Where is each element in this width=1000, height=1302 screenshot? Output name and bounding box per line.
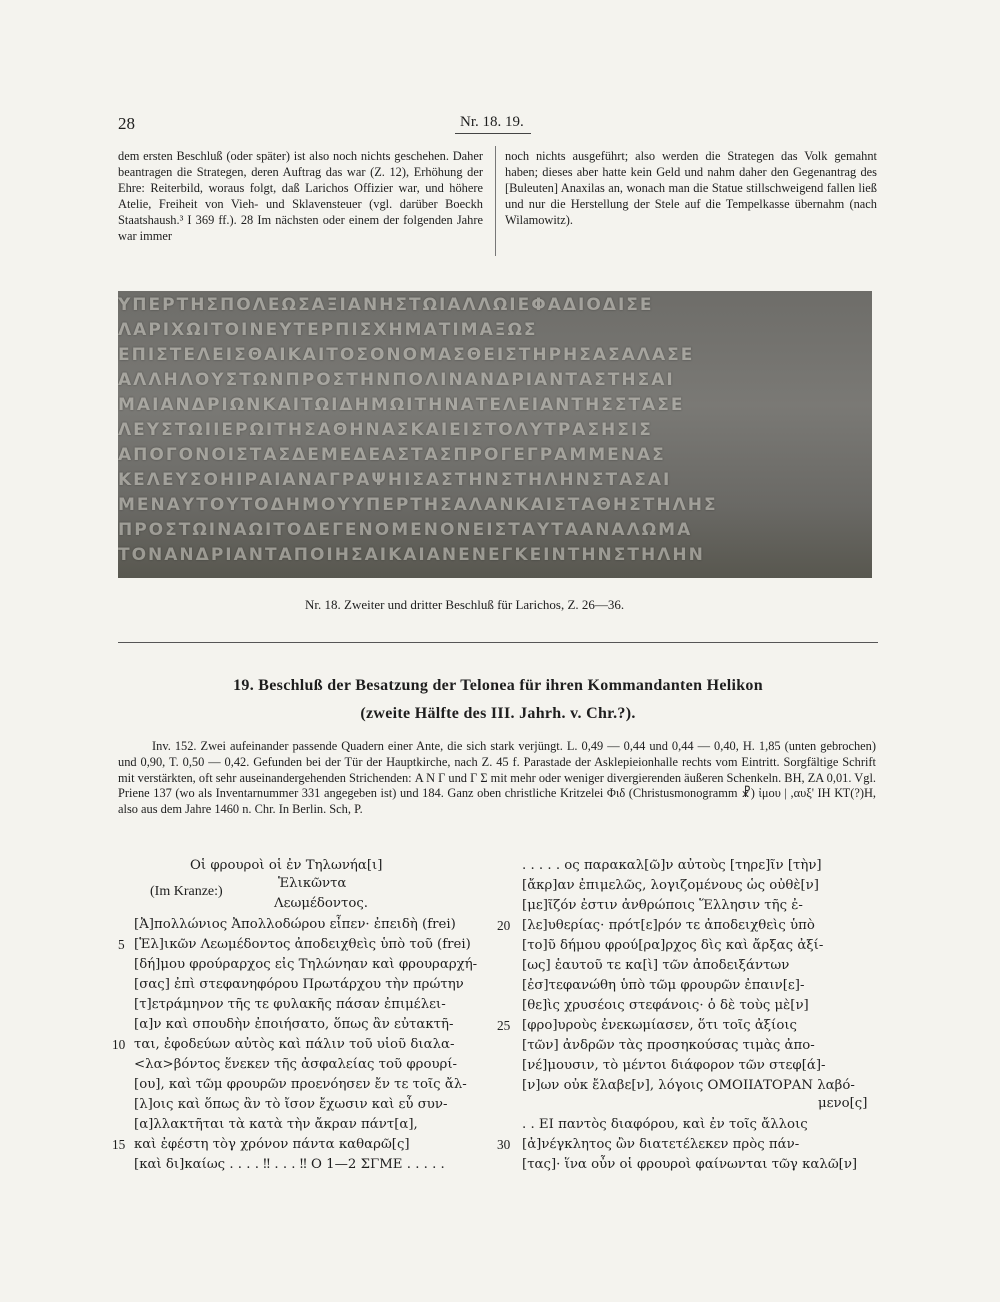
greek-line: [με]ῖζόν ἐστιν ἀνθρώποις Ἕλλησιν τῆς ἐ- — [522, 898, 803, 913]
greek-line: [νέ]μουσιν, τὸ μέντοι διάφορον τῶν στεφ[ά]- — [522, 1058, 826, 1073]
greek-line: [λ]οις καὶ ὅπως ἂν τὸ ἴσον ἔχωσιν καὶ εὖ συν- — [134, 1097, 448, 1112]
greek-line: καὶ ἐφέστη τὸγ χρόνον πάντα καθαρῶ[ς] — [134, 1137, 410, 1152]
column-rule — [495, 146, 496, 256]
photo-line: ΛΕΥΣΤΩΙΙΕΡΩΙΤΗΣΑΘΗΝΑΣΚΑΙΕΙΣΤΟΛΥΤΡΑΣΗΣΙΣ — [118, 420, 653, 440]
line-number: 10 — [112, 1037, 126, 1052]
running-head: Nr. 18. 19. — [460, 114, 524, 130]
greek-heading: Οἱ φρουροὶ οἱ ἐν Τηλωνήα[ι] — [190, 858, 383, 873]
intro-left-text: dem ersten Beschluß (oder später) ist also noch nichts geschehen. Daher beantragen die Strategen, deren Auftrag das war (Z. 12), Erhöhung der Ehre: Reiterbild, woraus folgt, daß Larichos Offizier war, und höhere Atelie, Freiheit von Vieh- und Sklavensteuer (vgl. darüber Boeckh Staatshaush.³ I 369 ff.). 28 Im nächsten oder einem der folgenden Jahre war immer — [118, 149, 483, 243]
greek-line: [ἐσ]τεφανώθη ὑπὸ τῶμ φρουρῶν ἐπαιν[ε]- — [522, 978, 805, 993]
intro-right-column — [505, 148, 877, 228]
page-number: 28 — [118, 114, 135, 133]
photo-line: ΑΠΟΓΟΝΟΙΣΤΑΣΔΕΜΕΔΕΑΣΤΑΣΠΡΟΓΕΓΡΑΜΜΕΝΑΣ — [118, 445, 666, 465]
photo-line: ΛΑΡΙΧΩΙΤΟΙΝΕΥΤΕΡΠΙΣΧΗΜΑΤΙΜΑΞΩΣ — [118, 320, 538, 340]
kranz-label: (Im Kranze:) — [150, 884, 223, 899]
greek-line: [Ἑλ]ικῶν Λεωμέδοντος ἀποδειχθεὶς ὑπὸ τοῦ (frei) — [134, 937, 471, 952]
greek-line: [ἄκρ]αν ἐπιμελῶς, λογιζομένους ὡς οὐθὲ[ν] — [522, 878, 819, 893]
greek-line: [σας] ἐπὶ στεφανηφόρου Πρωτάρχου τὴν πρώτην — [134, 977, 464, 992]
photo-line: ΠΡΟΣΤΩΙΝΑΩΙΤΟΔΕΓΕΝΟΜΕΝΟΝΕΙΣΤΑΥΤΑΑΝΑΛΩΜΑ — [118, 520, 693, 540]
greek-line: [ως] ἑαυτοῦ τε κα[ὶ] τῶν ἀποδειξάντων — [522, 958, 790, 973]
photo-line: ΑΛΛΗΛΟΥΣΤΩΝΠΡΟΣΤΗΝΠΟΛΙΝΑΝΔΡΙΑΝΤΑΣΤΗΣΑΙ — [118, 370, 675, 390]
greek-line: [Ἀ]πολλώνιος Ἀπολλοδώρου εἶπεν· ἐπειδὴ (frei) — [134, 917, 456, 932]
kranz-line-2: Λεωμέδοντος. — [274, 896, 368, 911]
greek-line: . . ΕΙ παντὸς διαφόρου, καὶ ἐν τοῖς ἄλλοις — [522, 1117, 808, 1132]
greek-line: [α]ν καὶ σπουδὴν ἐποιήσατο, ὅπως ἂν εὐτακτῆ- — [134, 1017, 454, 1032]
line-number: 5 — [118, 937, 125, 952]
section-subtitle: (zweite Hälfte des III. Jahrh. v. Chr.?). — [360, 705, 636, 722]
section-description — [118, 739, 876, 818]
greek-line: [τῶν] ἀνδρῶν τὰς προσηκούσας τιμὰς ἀπο- — [522, 1038, 815, 1053]
greek-line: μενο[ς] — [818, 1096, 868, 1111]
greek-line: [φρο]υροὺς ἐνεκωμίασεν, ὅτι τοῖς ἀξίοις — [522, 1018, 798, 1033]
intro-right-text: noch nichts ausgeführt; also werden die Strategen das Volk gemahnt haben; dieses aber hatte kein Geld und nahm daher den Gegenantrag des [Buleuten] Anaxilas an, wonach man die Statue stillschweigend fallen ließ und nur die Herstellung der Stele auf die Tempelkasse übernahm (nach Wilamowitz). — [505, 149, 877, 227]
header-rule — [455, 133, 531, 134]
line-number: 30 — [497, 1137, 511, 1152]
greek-line: [τ]ετράμηνον τῆς τε φυλακῆς πάσαν ἐπιμέλει- — [134, 997, 446, 1012]
greek-line: [α]λλακτῆται τὰ κατὰ τὴν ἄκραν πάντ[α], — [134, 1117, 418, 1132]
line-number: 25 — [497, 1018, 511, 1033]
description-text: Inv. 152. Zwei aufeinander passende Quadern einer Ante, die sich stark verjüngt. L. 0,49 — 0,44 und 0,44 — 0,40, H. 1,85 (unten gebrochen) und 0,90, T. 0,50 — 0,42. Gefunden bei der Tür der Hauptkirche, nach Z. 45 f. Parastade der Asklepieionhalle rechts vom Eintritt. Sorgfältige Schrift mit verstärkten, oft sehr auseinandergehenden Strichenden: Α Ν Γ und Γ Σ mit mehr oder weniger divergierenden äußeren Schenkeln. BH, ZA 0,01. Vgl. Priene 137 (wo als Inventarnummer 331 angegeben ist) und 184. Ganz oben christliche Kritzelei Φιδ (Christusmonogramm ☧) ἰμου | ,αυξ' ΙΗ ΚΤ(?)Η, also aus dem Jahre 1460 n. Chr. In Berlin. Sch, P. — [118, 739, 876, 817]
photo-line: ΥΠΕΡΤΗΣΠΟΛΕΩΣΑΞΙΑΝΗΣΤΩΙΑΛΛΩΙΕΦΑΔΙΟΔΙΣΕ — [118, 295, 654, 315]
greek-line: ται, ἐφοδεύων αὐτὸς καὶ πάλιν τοῦ υἱοῦ διαλα- — [134, 1037, 455, 1052]
photo-line: ΜΕΝΑΥΤΟΥΤΟΔΗΜΟΥΥΠΕΡΤΗΣΑΛΑΝΚΑΙΣΤΑΘΗΣΤΗΛΗΣ — [118, 495, 718, 515]
inscription-photo — [118, 291, 872, 578]
section-title: 19. Beschluß der Besatzung der Telonea für ihren Kommandanten Helikon — [233, 677, 763, 694]
line-number: 15 — [112, 1137, 126, 1152]
greek-line: [δή]μου φρούραρχος εἰς Τηλώνηαν καὶ φρουραρχή- — [134, 957, 478, 972]
photo-line: ΤΟΝΑΝΔΡΙΑΝΤΑΠΟΙΗΣΑΙΚΑΙΑΝΕΝΕΓΚΕΙΝΤΗΝΣΤΗΛΗΝ — [118, 545, 705, 565]
photo-line: ΜΑΙΑΝΔΡΙΩΝΚΑΙΤΩΙΔΗΜΩΙΤΗΝΑΤΕΛΕΙΑΝΤΗΣΣΤΑΣΕ — [118, 395, 685, 415]
intro-left-column — [118, 148, 483, 244]
greek-line: [το]ῦ δήμου φρού[ρα]ρχος δὶς καὶ ἄρξας ἀξί- — [522, 938, 824, 953]
photo-line: ΕΠΙΣΤΕΛΕΙΣΘΑΙΚΑΙΤΟΣΟΝΟΜΑΣΘΕΙΣΤΗΡΗΣΑΣΑΛΑΣΕ — [118, 345, 695, 365]
greek-line: . . . . . ος παρακαλ[ῶ]ν αὐτοὺς [τηρε]ῖν [τὴν] — [522, 858, 822, 873]
greek-line: <λα>βόντος ἕνεκεν τῆς ἀσφαλείας τοῦ φρουρί- — [134, 1057, 458, 1072]
line-number: 20 — [497, 918, 511, 933]
greek-line: [ν]ων οὐκ ἔλαβε[ν], λόγοις ΟΜΟΙΙΑΤΟΡΑΝ λαβό- — [522, 1078, 855, 1093]
greek-line: [καὶ δι]καίως . . . . ‼ . . . ‼ Ο 1—2 ΣΓΜΕ . . . . . — [134, 1157, 445, 1172]
kranz-line-1: Ἑλικῶντα — [278, 876, 347, 891]
greek-line: [ου], καὶ τῶμ φρουρῶν προενόησεν ἔν τε τοῖς ἄλ- — [134, 1077, 467, 1092]
greek-line: [τας]· ἵνα οὖν οἱ φρουροὶ φαίνωνται τῶγ καλῶ[ν] — [522, 1157, 858, 1172]
figure-caption: Nr. 18. Zweiter und dritter Beschluß für Larichos, Z. 26—36. — [305, 597, 625, 612]
greek-line: [θε]ὶς χρυσέοις στεφάνοις· ὁ δὲ τοὺς μὲ[ν] — [522, 998, 809, 1013]
greek-line: [ἀ]νέγκλητος ὢν διατετέλεκεν πρὸς πάν- — [522, 1137, 800, 1152]
section-separator — [118, 642, 878, 643]
photo-line: ΚΕΛΕΥΣΟΗΙΡΑΙΑΝΑΓΡΑΨΗΙΣΑΣΤΗΝΣΤΗΛΗΝΣΤΑΣΑΙ — [118, 470, 672, 490]
greek-line: [λε]υθερίας· πρότ[ε]ρόν τε ἀποδειχθεὶς ὑπὸ — [522, 918, 815, 933]
